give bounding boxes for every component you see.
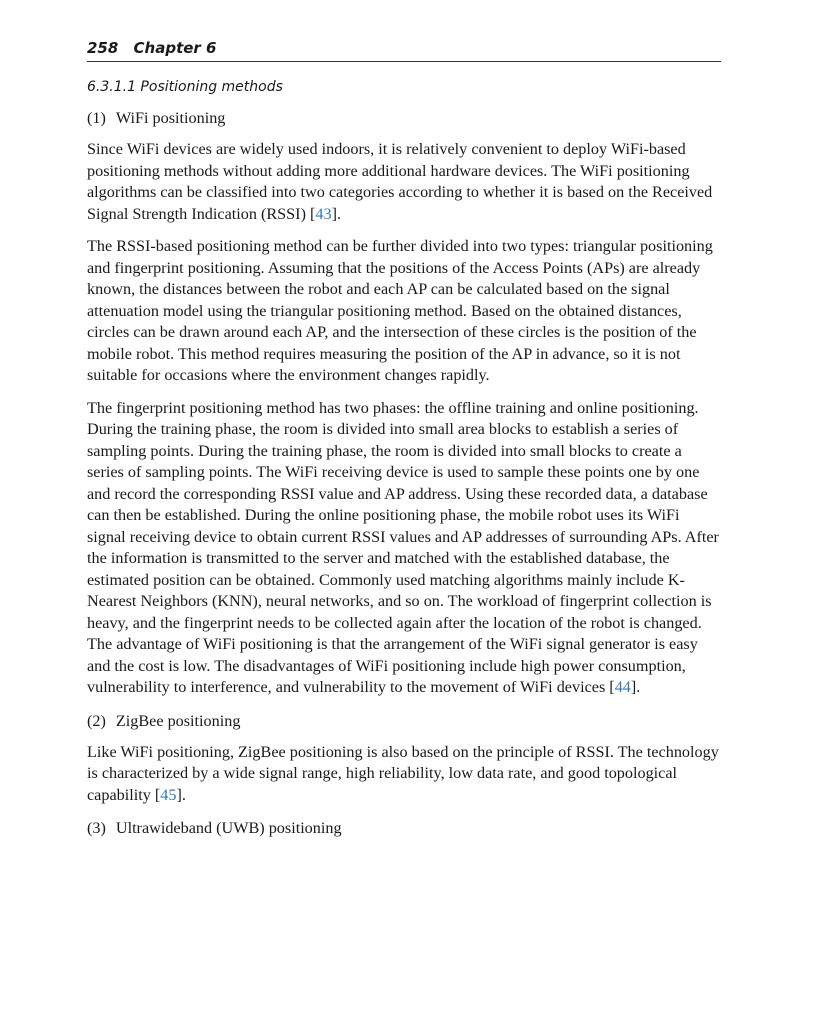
citation-link[interactable]: 45 [160,785,177,804]
paragraph-text: The fingerprint positioning method has two phases: the offline training and online positioning. During the training phase, the room is divided into small area blocks to establish a series of sampling points. During the training phase, the room is divided into small blocks to create a series of sampling points. The WiFi receiving device is used to sample these points one by one and record the corresponding RSSI value and AP address. Using these recorded data, a database can then be established. During the online positioning phase, the mobile robot uses its WiFi signal receiving device to obtain current RSSI values and AP addresses of surrounding APs. After the information is transmitted to the server and matched with the established database, the estimated position can be obtained. Commonly used matching algorithms mainly include K-Nearest Neighbors (KNN), neural networks, and so on. The workload of fingerprint collection is heavy, and the fingerprint needs to be collected again after the location of the robot is changed. The advantage of WiFi positioning is that the arrangement of the WiFi signal generator is easy and the cost is low. The disadvantages of WiFi positioning include high power consumption, vulnerability to interference, and vulnerability to the movement of WiFi devices [ [87,398,719,696]
item-heading-wifi [87,108,721,128]
citation-link[interactable]: 44 [614,678,631,696]
paragraph-end: ]. [331,204,342,223]
citation-link[interactable]: 43 [315,204,332,223]
paragraph-text: Since WiFi devices are widely used indoors, it is relatively convenient to deploy WiFi-based positioning methods without adding more additional hardware devices. The WiFi positioning algorithms can be classified into two categories according to whether it is based on the Received Signal Strength Indication (RSSI) [ [87,140,713,223]
paragraph-end: ]. [176,785,186,804]
paragraph-end: ]. [630,678,641,696]
chapter-label: Chapter 6 [133,39,217,57]
paragraph-text: Like WiFi positioning, ZigBee positioning is also based on the principle of RSSI. The technology is characterized by a wide signal range, high reliability, low data rate, and good topological capability [ [87,742,719,804]
book-page [87,36,721,838]
item-number: (3) [87,819,106,837]
paragraph-text: The RSSI-based positioning method can be further divided into two types: triangular positioning and fingerprint positioning. Assuming that the positions of the Access Points (APs) are already known, the distances between the robot and each AP can be calculated based on the signal attenuation model using the triangular positioning method. Based on the obtained distances, circles can be drawn around each AP, and the intersection of these circles is the position of the mobile robot. This method requires measuring the position of the AP in advance, so it is not suitable for occasions where the environment changes rapidly. [87,237,713,384]
item-title: WiFi positioning [115,109,226,127]
paragraph-rssi [87,236,721,387]
item-heading-uwb [87,818,721,838]
page-number: 258 [87,39,119,57]
paragraph-wifi-intro [87,139,721,225]
item-heading-zigbee [87,711,721,731]
paragraph-fingerprint [87,398,721,699]
item-number: (1) [87,109,106,127]
item-title: Ultrawideband (UWB) positioning [115,819,342,837]
item-title: ZigBee positioning [115,711,241,730]
running-head [87,36,721,62]
item-number: (2) [87,711,106,730]
section-heading: 6.3.1.1 Positioning methods [87,79,283,95]
paragraph-zigbee [87,742,721,807]
